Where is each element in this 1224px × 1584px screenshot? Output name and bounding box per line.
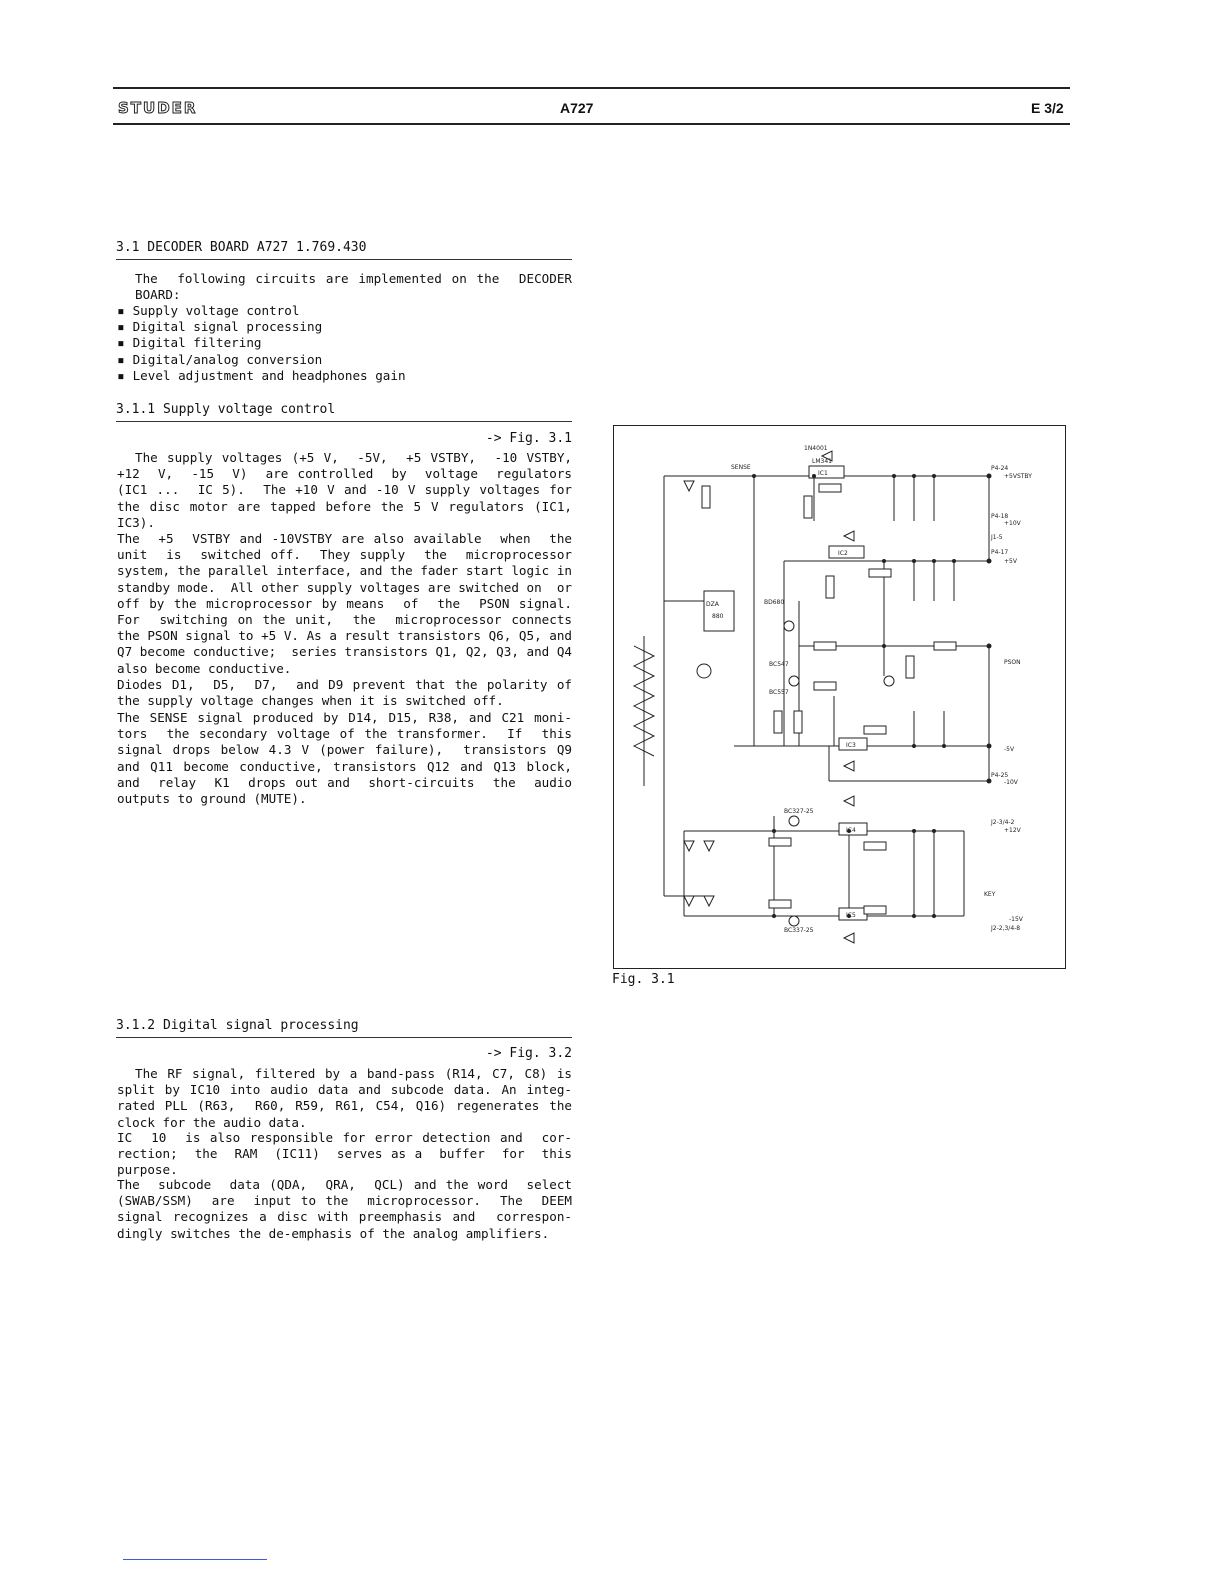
paragraph: The +5 VSTBY and -10VSTBY are also available when the unit is switched off. They supply the microprocessor system, the parallel interface, and the fader start logic in standby mode. All other supply voltages are switched on or off by the microprocessor by means of the PSON signal. For switching on the unit, the microprocessor connects the PSON signal to +5 V. As a result transistors Q6, Q5, and Q7 become conductive; series transistors Q1, Q2, Q3, and Q4 also become conductive.	[117, 531, 588, 676]
label-lm341: LM341	[812, 458, 832, 465]
section-3-1-2-title: 3.1.2 Digital signal processing	[116, 1018, 359, 1033]
paragraph: IC 10 is also responsible for error detection and cor-rection; the RAM (IC11) serves as a buffer for this purpose.	[117, 1130, 580, 1178]
label-1n4001: 1N4001	[804, 445, 828, 452]
label-j1-5: J1-5	[991, 534, 1003, 541]
footer-rule	[123, 1559, 267, 1560]
label-minus15v: -15V	[1009, 916, 1023, 923]
label-ic1: IC1	[818, 470, 828, 477]
schematic-drawing	[614, 426, 1065, 968]
label-880: 880	[712, 613, 724, 620]
label-pson: PSON	[1004, 659, 1021, 666]
label-bc327: BC327-25	[784, 808, 814, 815]
model-number: A727	[560, 100, 594, 116]
schematic-figure	[613, 425, 1066, 969]
list-item: ▪ Level adjustment and headphones gain	[117, 368, 406, 384]
list-item: ▪ Supply voltage control	[117, 303, 406, 319]
label-5vstby: +5VSTBY	[1004, 473, 1032, 480]
label-p4-17: P4-17	[991, 549, 1009, 556]
label-p4-25: P4-25	[991, 772, 1009, 779]
label-bc547: BC547	[769, 661, 789, 668]
paragraph: The RF signal, filtered by a band-pass (R14, C7, C8) is split by IC10 into audio data and subcode data. An integ-rated PLL (R63, R60, R59, R61, C54, Q16) regenerates the clock for the audio data.	[117, 1066, 580, 1130]
label-ic2: IC2	[838, 550, 848, 557]
feature-list	[117, 303, 406, 384]
label-minus10v: -10V	[1004, 779, 1018, 786]
label-ic3: IC3	[846, 742, 856, 749]
label-key: KEY	[984, 891, 996, 898]
label-5v: +5V	[1004, 558, 1017, 565]
label-12v: +12V	[1004, 827, 1021, 834]
paragraph: Diodes D1, D5, D7, and D9 prevent that the polarity of the supply voltage changes when it is switched off.	[117, 677, 580, 709]
figure-reference: -> Fig. 3.1	[485, 431, 572, 446]
label-p4-18: P4-18	[991, 513, 1009, 520]
section-3-1-1-rule	[116, 421, 572, 422]
section-3-1-title: 3.1 DECODER BOARD A727 1.769.430	[116, 240, 367, 255]
label-bc557: BC557	[769, 689, 789, 696]
label-ic4: IC4	[846, 827, 856, 834]
list-item: ▪ Digital/analog conversion	[117, 352, 406, 368]
list-item: ▪ Digital signal processing	[117, 319, 406, 335]
label-minus5v: -5V	[1004, 746, 1015, 753]
section-3-1-2-rule	[116, 1037, 572, 1038]
label-sense: SENSE	[731, 464, 751, 471]
list-item: ▪ Digital filtering	[117, 335, 406, 351]
section-3-1-1-title: 3.1.1 Supply voltage control	[116, 402, 336, 417]
brand-logo: STUDER	[118, 99, 198, 117]
label-j2-3: J2-3/4-2	[991, 819, 1015, 826]
label-ic5: IC5	[846, 912, 856, 919]
label-bc337: BC337-25	[784, 927, 814, 934]
page-number: E 3/2	[1031, 100, 1064, 116]
header-rule-top	[113, 87, 1070, 89]
figure-caption: Fig. 3.1	[612, 972, 675, 987]
paragraph: The subcode data (QDA, QRA, QCL) and the word select (SWAB/SSM) are input to the microprocessor. The DEEM signal recognizes a disc with preemphasis and correspon-dingly switches the de-emphasis of the analog amplifiers.	[117, 1177, 580, 1241]
label-p4-24: P4-24	[991, 465, 1009, 472]
header-rule-bottom	[113, 123, 1070, 125]
label-j2-2: J2-2,3/4-8	[991, 925, 1021, 932]
paragraph: The supply voltages (+5 V, -5V, +5 VSTBY, -10 VSTBY, +12 V, -15 V) are controlled by voltage regulators (IC1 ... IC 5). The +10 V and -10 V supply voltages for the disc motor are tapped before the 5 V regulators (IC1, IC3).	[117, 450, 580, 530]
label-dza: DZA	[706, 601, 719, 608]
label-bd680: BD680	[764, 599, 785, 606]
figure-reference: -> Fig. 3.2	[485, 1046, 572, 1061]
label-10v: +10V	[1004, 520, 1021, 527]
paragraph: The SENSE signal produced by D14, D15, R38, and C21 moni-tors the secondary voltage of the transformer. If this signal drops below 4.3 V (power failure), transistors Q9 and Q11 become conductive, transistors Q12 and Q13 block, and relay K1 drops out and short-circuits the audio outputs to ground (MUTE).	[117, 710, 580, 807]
section-3-1-intro: The following circuits are implemented on the DECODER BOARD:	[135, 271, 580, 303]
section-3-1-rule	[116, 259, 572, 260]
